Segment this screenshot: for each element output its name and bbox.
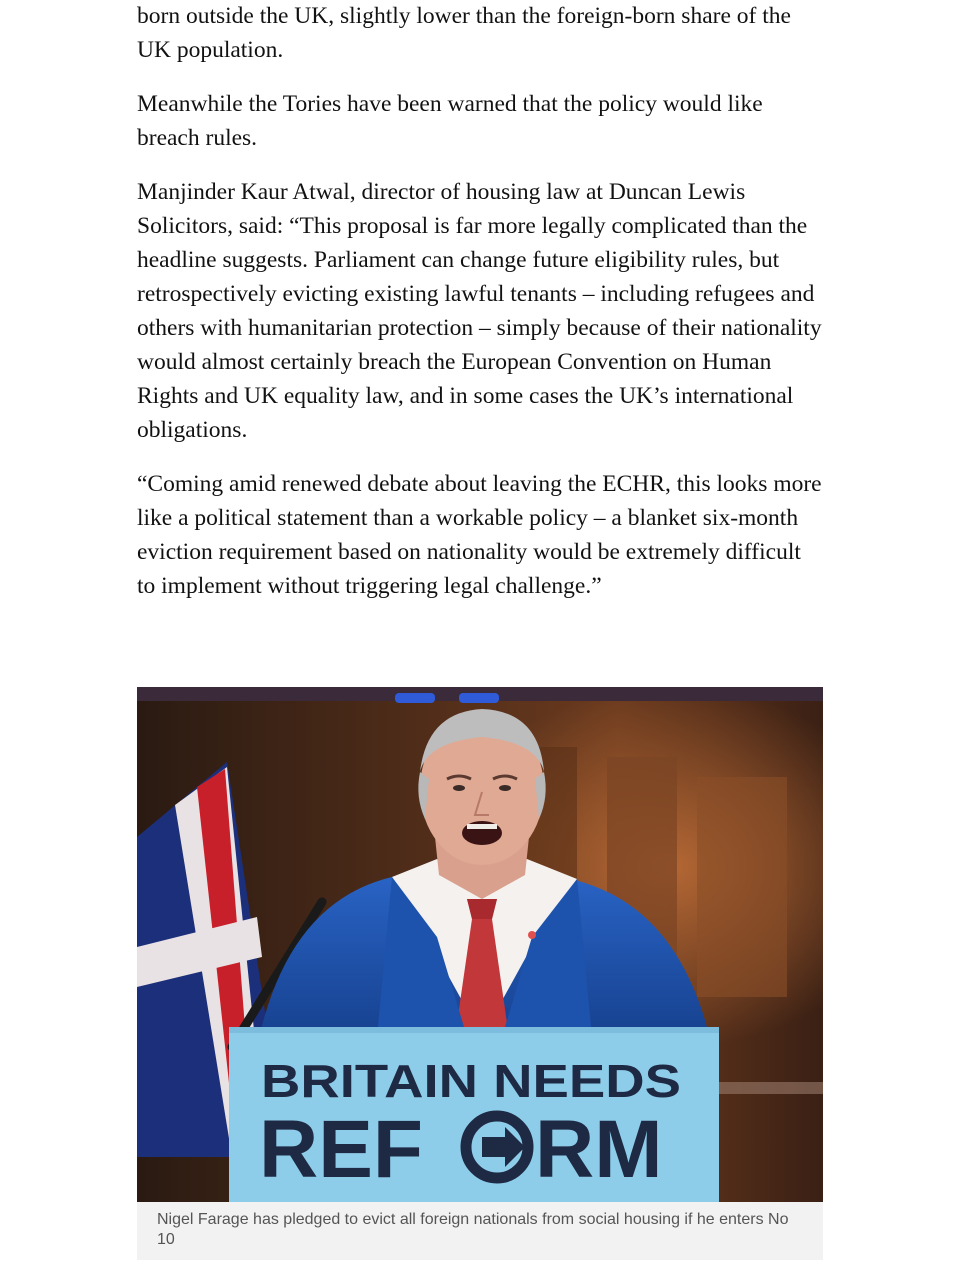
article-paragraph: born outside the UK, slightly lower than the foreign-born share of the UK population.	[137, 3, 791, 63]
article-photo[interactable]	[137, 687, 823, 1202]
article-paragraph: Manjinder Kaur Atwal, director of housing law at Duncan Lewis Solicitors, said: “This proposal is far more legally complicated than the headline suggests. Parliament can change future eligibility rules, but retrospectively evicting existing lawful tenants – including refugees and others with humanitarian protection – simply because of their nationality would almost certainly breach the European Convention on Human Rights and UK equality law, and in some cases the UK’s international obligations.	[137, 179, 822, 443]
sign-line-2b: RM	[535, 1104, 663, 1195]
article-figure	[137, 687, 823, 1260]
podium-sign	[229, 1027, 719, 1202]
article-paragraph: “Coming amid renewed debate about leaving the ECHR, this looks more like a political statement than a workable policy – a blanket six-month eviction requirement based on nationality would be extremely difficult to implement without triggering legal challenge.”	[137, 471, 822, 599]
photo-caption: Nigel Farage has pledged to evict all foreign nationals from social housing if he enters No 10	[157, 1211, 789, 1248]
photo-caption-box	[137, 1202, 823, 1260]
sign-line-2a: REF	[259, 1104, 423, 1195]
article-body	[137, 0, 823, 623]
sign-line-1: BRITAIN NEEDS	[261, 1055, 681, 1107]
article-paragraph: Meanwhile the Tories have been warned that the policy would like breach rules.	[137, 91, 763, 151]
